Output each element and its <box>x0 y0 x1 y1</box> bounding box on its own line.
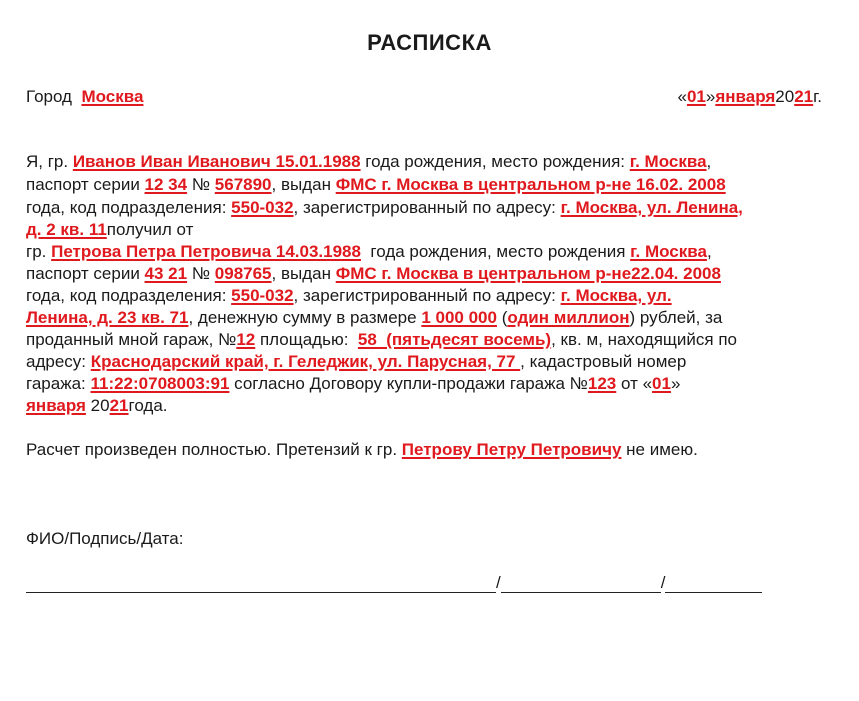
para1-line2 <box>26 174 726 196</box>
separator: / <box>496 573 501 592</box>
buyer-passport-issuer: ФМС г. Москва в центральном р-не22.04. 2008 <box>335 264 721 283</box>
text: получил от <box>106 220 194 239</box>
seller-address: г. Москва, ул. Ленина, <box>560 198 743 217</box>
date-day: 01 <box>686 87 706 106</box>
para1-line1 <box>26 151 711 173</box>
text: года, код подразделения: <box>26 198 232 217</box>
text: , зарегистрированный по адресу: <box>293 198 561 217</box>
para1-line6 <box>26 263 721 285</box>
seller-passport-number: 567890 <box>214 175 272 194</box>
para1-line9 <box>26 329 737 351</box>
text: № <box>187 175 215 194</box>
buyer-birthplace: г. Москва <box>630 242 707 261</box>
text: гаража: <box>26 374 91 393</box>
amount-number: 1 000 000 <box>421 308 497 327</box>
city-label: Город <box>26 87 72 106</box>
text: , выдан <box>271 264 336 283</box>
para1-line4 <box>26 219 193 241</box>
para2 <box>26 439 698 461</box>
text: 20 <box>85 396 110 415</box>
date-quote-close: » <box>705 87 716 106</box>
text: года, код подразделения: <box>26 286 232 305</box>
signature-label: ФИО/Подпись/Дата: <box>26 529 184 548</box>
para1-line5 <box>26 241 712 263</box>
buyer-name-dative: Петрову Петру Петровичу <box>401 440 622 459</box>
city-line <box>26 86 143 108</box>
text: от « <box>616 374 653 393</box>
para1-line3 <box>26 197 743 219</box>
seller-name: Иванов Иван Иванович 15.01.1988 <box>72 152 361 171</box>
text: не имею. <box>621 440 698 459</box>
date-field-line <box>665 576 762 593</box>
separator: / <box>660 573 666 592</box>
text: паспорт серии <box>26 175 145 194</box>
fio-line <box>26 576 496 593</box>
text: , денежную сумму в размере <box>188 308 422 327</box>
text: Я, гр. <box>26 152 73 171</box>
date-year-prefix: 20 <box>775 87 795 106</box>
buyer-name: Петрова Петра Петровича 14.03.1988 <box>51 242 361 261</box>
amount-words: один миллион <box>507 308 630 327</box>
para1-line8 <box>26 307 722 329</box>
para1-line7 <box>26 285 672 307</box>
text: ) рублей, за <box>629 308 723 327</box>
buyer-address: г. Москва, ул. <box>560 286 672 305</box>
text: , <box>706 242 712 261</box>
date-quote-open: « <box>677 87 687 106</box>
para1-line12 <box>26 395 168 417</box>
text: гр. <box>26 242 52 261</box>
buyer-division-code: 550-032 <box>231 286 294 305</box>
date-month: января <box>715 87 776 106</box>
signature-line <box>501 576 661 593</box>
garage-area: 58 (пятьдесят восемь) <box>357 330 552 349</box>
text: согласно Договору купли-продажи гаража № <box>229 374 588 393</box>
date-line <box>677 86 822 108</box>
text: паспорт серии <box>26 264 145 283</box>
seller-passport-issuer: ФМС г. Москва в центральном р-не 16.02. 2008 <box>335 175 726 194</box>
buyer-passport-number: 098765 <box>214 264 272 283</box>
buyer-address-cont: Ленина, д. 23 кв. 71 <box>26 308 189 327</box>
seller-passport-series: 12 34 <box>144 175 188 194</box>
text: , выдан <box>271 175 336 194</box>
contract-day: 01 <box>652 374 671 393</box>
seller-address-cont: д. 2 кв. 11 <box>26 220 107 239</box>
text: года рождения, место рождения <box>360 242 631 261</box>
buyer-passport-series: 43 21 <box>144 264 188 283</box>
date-year-end: г. <box>813 87 822 106</box>
contract-number: 123 <box>587 374 617 393</box>
cadastral-number: 11:22:0708003:91 <box>90 374 230 393</box>
text: , кадастровый номер <box>520 352 687 371</box>
seller-birthplace: г. Москва <box>629 152 707 171</box>
text: года рождения, место рождения: <box>360 152 630 171</box>
para1-line11 <box>26 373 680 395</box>
contract-year-suffix: 21 <box>109 396 129 415</box>
contract-month: января <box>26 396 86 415</box>
text: № <box>187 264 215 283</box>
text: » <box>670 374 681 393</box>
city-value: Москва <box>81 87 144 106</box>
text: ( <box>496 308 508 327</box>
text: года. <box>128 396 168 415</box>
text: , кв. м, находящийся по <box>551 330 737 349</box>
garage-address: Краснодарский край, г. Геледжик, ул. Парусная, 77 <box>90 352 521 371</box>
date-year-suffix: 21 <box>794 87 814 106</box>
text: Расчет произведен полностью. Претензий к гр. <box>26 440 402 459</box>
signature-lines <box>26 573 762 593</box>
text: проданный мной гараж, № <box>26 330 237 349</box>
text: , <box>706 152 712 171</box>
garage-number: 12 <box>236 330 256 349</box>
seller-division-code: 550-032 <box>231 198 294 217</box>
text: адресу: <box>26 352 91 371</box>
text: площадью: <box>255 330 358 349</box>
text: , зарегистрированный по адресу: <box>293 286 561 305</box>
document-title: РАСПИСКА <box>367 30 492 55</box>
para1-line10 <box>26 351 686 373</box>
